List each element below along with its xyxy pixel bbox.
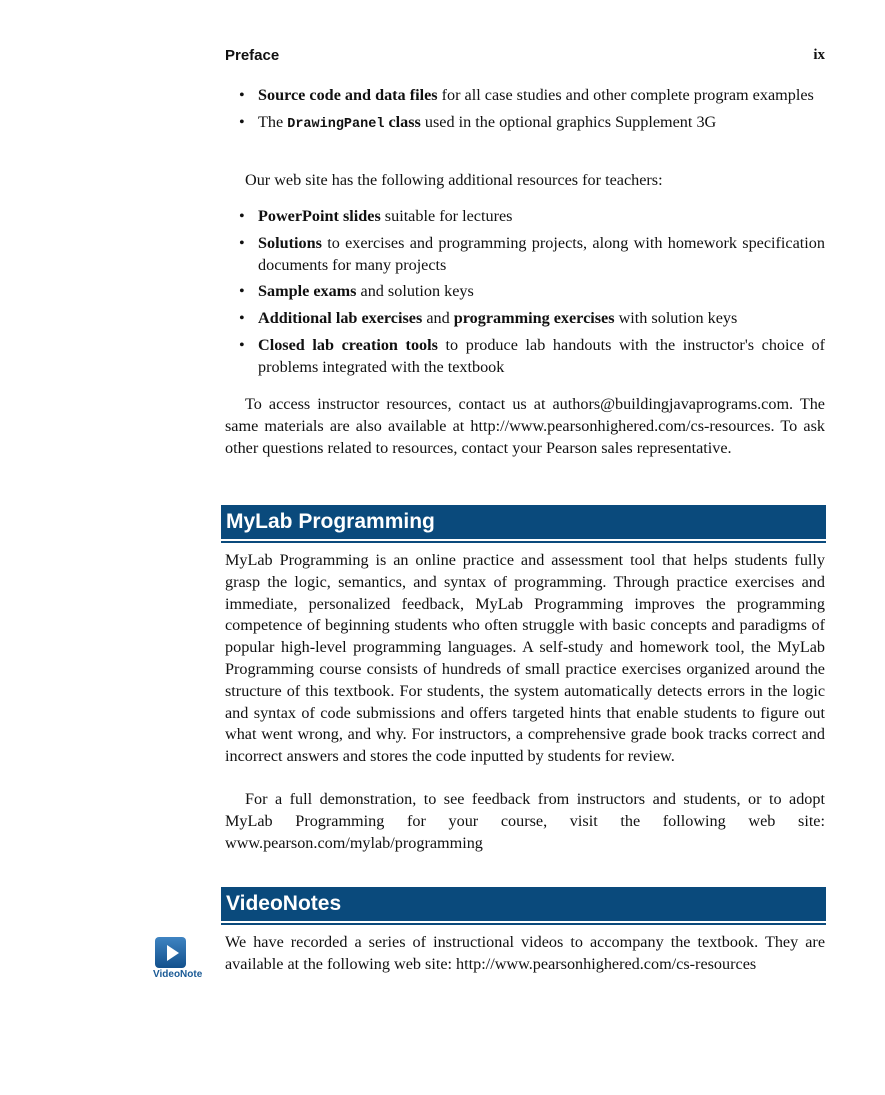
list-item: [225, 206, 825, 228]
teacher-resources-list: [225, 206, 825, 384]
section-heading-mylab: MyLab Programming: [221, 505, 826, 539]
item-bold-label: class: [384, 112, 421, 131]
bullet: •: [239, 207, 245, 225]
videonote-icon[interactable]: [153, 937, 209, 983]
item-bold-label: programming exercises: [453, 309, 615, 328]
bullet: •: [239, 86, 245, 104]
bullet: •: [239, 335, 245, 354]
list-item: [225, 85, 825, 107]
student-resources-list: [225, 85, 825, 141]
item-bold-label: Closed lab creation tools: [258, 335, 438, 354]
section-rule: [221, 923, 826, 925]
item-text: for all case studies and other complete program examples: [437, 86, 814, 104]
section-rule: [221, 541, 826, 543]
running-head-title: Preface: [225, 47, 280, 64]
page-header: [225, 45, 825, 67]
mylab-demo-paragraph: For a full demonstration, to see feedback from instructors and students, or to adopt MyLab Programming for your course, visit the following web site: www.pearson.com/mylab/programming: [225, 790, 825, 852]
item-bold-label: Solutions: [258, 233, 322, 252]
page-number: ix: [813, 47, 825, 63]
item-text: and: [422, 309, 454, 328]
item-text: The: [258, 112, 288, 131]
list-item: [225, 281, 825, 303]
access-paragraph: To access instructor resources, contact us at authors@buildingjavaprograms.com. The same materials are also available at http://www.pearsonhighered.com/cs-resources. To ask other questions related to resources, contact your Pearson sales representative.: [225, 395, 825, 457]
play-icon: [155, 937, 186, 968]
item-bold-label: Sample exams: [258, 282, 357, 301]
videonote-label: VideoNote: [153, 969, 203, 980]
teacher-intro: Our web site has the following additional resources for teachers:: [245, 171, 663, 189]
code-term: DrawingPanel: [287, 116, 385, 132]
item-text: to exercises and programming projects, along with homework specification documents for many projects: [258, 233, 825, 274]
section-heading-videonotes: VideoNotes: [221, 887, 826, 921]
bullet: •: [239, 282, 245, 301]
item-text: used in the optional graphics Supplement 3G: [420, 112, 717, 131]
bullet: •: [239, 309, 245, 328]
item-text: and solution keys: [356, 282, 474, 301]
list-item: [225, 112, 825, 136]
item-bold-label: PowerPoint slides: [258, 207, 381, 225]
list-item: [225, 233, 825, 277]
item-bold-label: Source code and data files: [258, 86, 438, 104]
bullet: •: [239, 233, 245, 252]
item-text: with solution keys: [614, 309, 738, 328]
videonotes-paragraph: We have recorded a series of instructional videos to accompany the textbook. They are available at the following web site: http://www.pearsonhighered.com/cs-resources: [225, 933, 825, 973]
mylab-paragraph: MyLab Programming is an online practice and assessment tool that helps students fully grasp the logic, semantics, and syntax of programming. Through practice exercises and immediate, personalized feedback, MyLab Programming improves the programming competence of beginning students who often struggle with basic concepts and paradigms of popular high-level programming languages. A self-study and homework tool, the MyLab Programming course consists of hundreds of small practice exercises organized around the structure of this textbook. For students, the system automatically detects errors in the logic and syntax of code submissions and offers targeted hints that enable students to figure out what went wrong, and why. For instructors, a comprehensive grade book tracks correct and incorrect answers and stores the code inputted by students for review.: [225, 551, 825, 766]
list-item: [225, 335, 825, 379]
list-item: [225, 308, 825, 330]
item-text: suitable for lectures: [380, 207, 513, 225]
item-text: to produce lab handouts with the instructor's choice of problems integrated with the textbook: [258, 335, 825, 376]
bullet: •: [239, 112, 245, 131]
item-bold-label: Additional lab exercises: [258, 309, 423, 328]
